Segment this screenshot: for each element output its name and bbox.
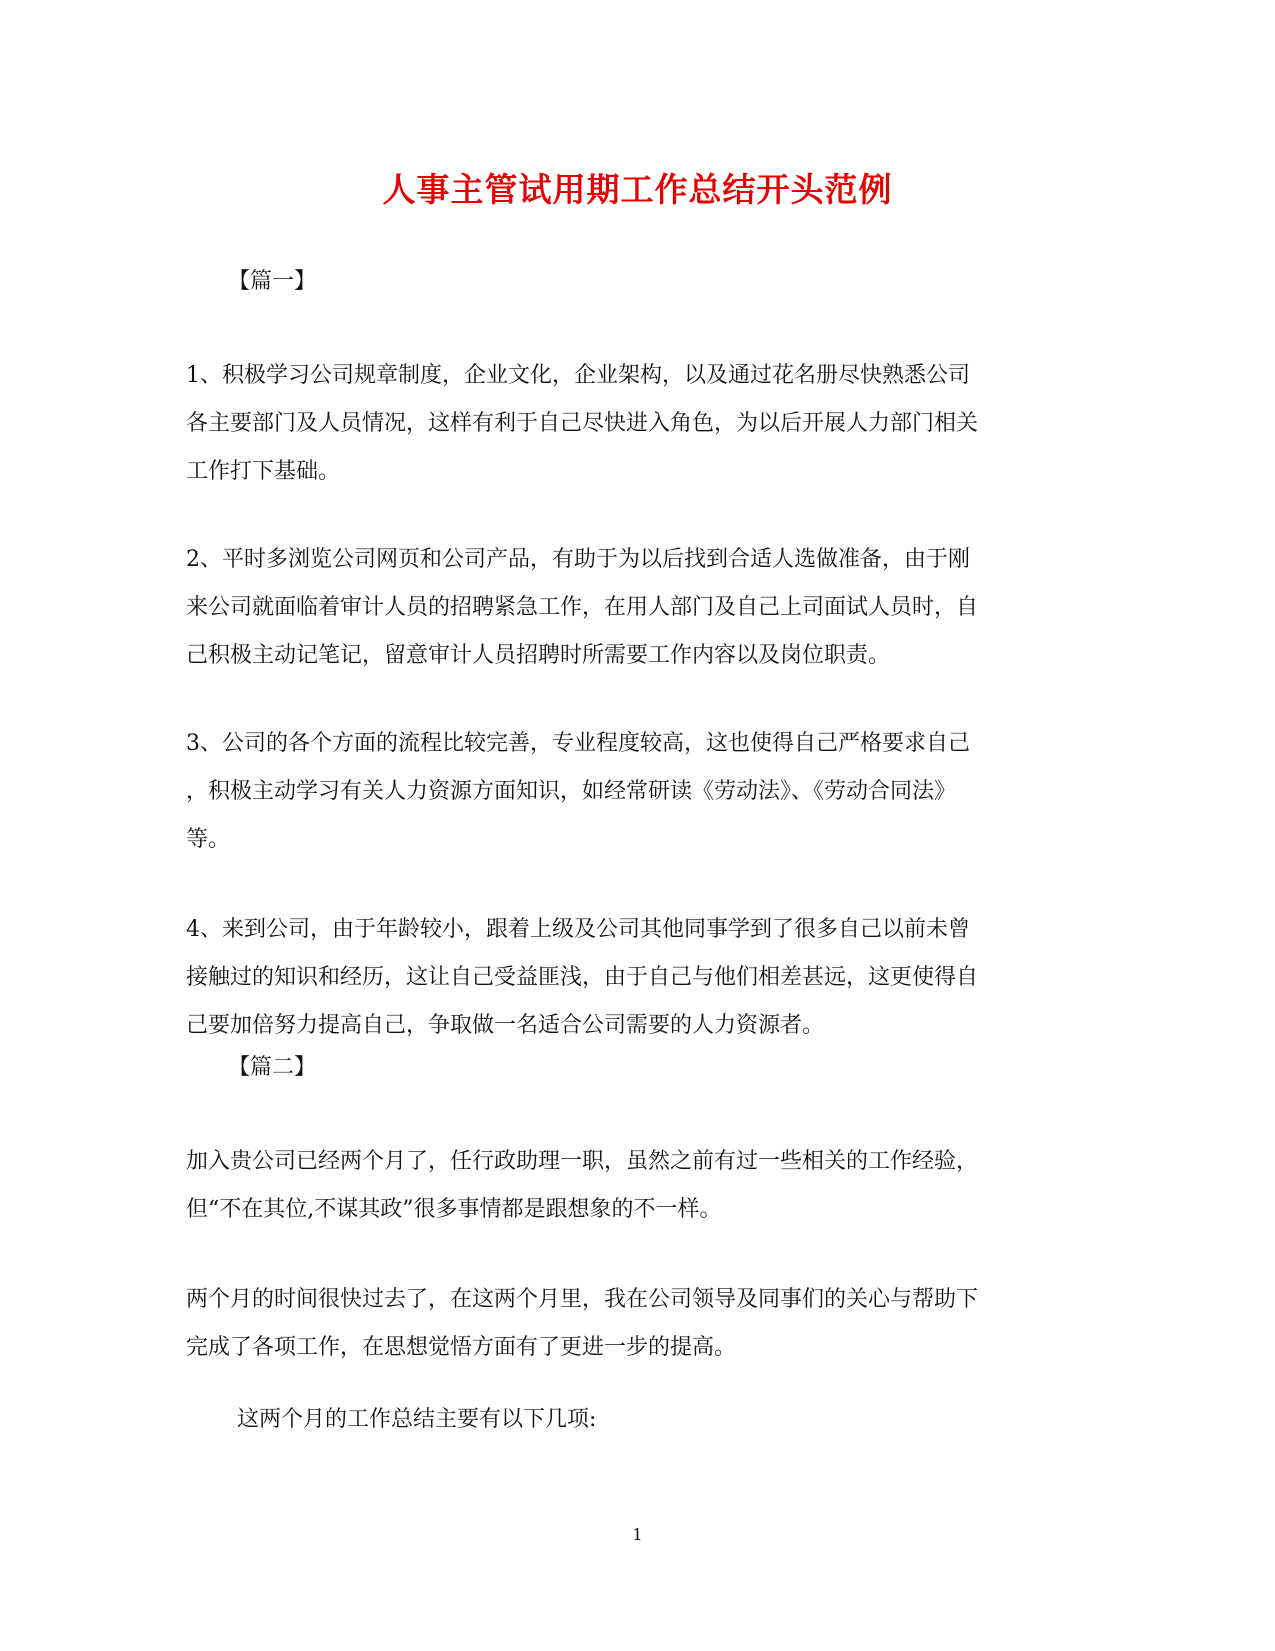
paragraph-line: 3、公司的各个方面的流程比较完善，专业程度较高，这也使得自己严格要求自己 (186, 731, 970, 756)
paragraph-line: ，积极主动学习有关人力资源方面知识，如经常研读《劳动法》、《劳动合同法》 (186, 779, 957, 804)
paragraph-line: 各主要部门及人员情况，这样有利于自己尽快进入角色，为以后开展人力部门相关 (186, 411, 979, 436)
paragraph-6 (186, 1276, 1091, 1372)
paragraph-3 (186, 720, 1091, 864)
paragraph-line: 但“不在其位,不谋其政”很多事情都是跟想象的不一样。 (186, 1197, 722, 1222)
paragraph-4 (186, 906, 1091, 1050)
paragraph-line: 等。 (186, 827, 231, 852)
paragraph-line: 接触过的知识和经历，这让自己受益匪浅，由于自己与他们相差甚远，这更使得自 (186, 965, 979, 990)
section-heading-2: 【篇二】 (228, 1055, 317, 1080)
paragraph-line: 己要加倍努力提高自己，争取做一名适合公司需要的人力资源者。 (186, 1013, 825, 1038)
section-heading-1: 【篇一】 (228, 269, 317, 294)
paragraph-line: 4、来到公司，由于年龄较小，跟着上级及公司其他同事学到了很多自己以前未曾 (186, 917, 970, 942)
paragraph-line: 加入贵公司已经两个月了，任行政助理一职，虽然之前有过一些相关的工作经验， (186, 1149, 979, 1174)
summary-intro-line: 这两个月的工作总结主要有以下几项: (237, 1407, 597, 1432)
paragraph-line: 2、平时多浏览公司网页和公司产品，有助于为以后找到合适人选做准备，由于刚 (186, 547, 970, 572)
paragraph-5 (186, 1138, 1091, 1234)
paragraph-line: 完成了各项工作，在思想觉悟方面有了更进一步的提高。 (186, 1335, 737, 1360)
paragraph-1 (186, 352, 1091, 496)
paragraph-line: 己积极主动记笔记，留意审计人员招聘时所需要工作内容以及岗位职责。 (186, 643, 891, 668)
document-title: 人事主管试用期工作总结开头范例 (382, 170, 893, 209)
paragraph-line: 两个月的时间很快过去了，在这两个月里，我在公司领导及同事们的关心与帮助下 (186, 1287, 979, 1312)
page-number: 1 (632, 1525, 643, 1544)
paragraph-line: 工作打下基础。 (186, 459, 341, 484)
paragraph-line: 1、积极学习公司规章制度，企业文化，企业架构，以及通过花名册尽快熟悉公司 (186, 363, 970, 388)
paragraph-line: 来公司就面临着审计人员的招聘紧急工作，在用人部门及自己上司面试人员时，自 (186, 595, 979, 620)
paragraph-2 (186, 536, 1091, 680)
